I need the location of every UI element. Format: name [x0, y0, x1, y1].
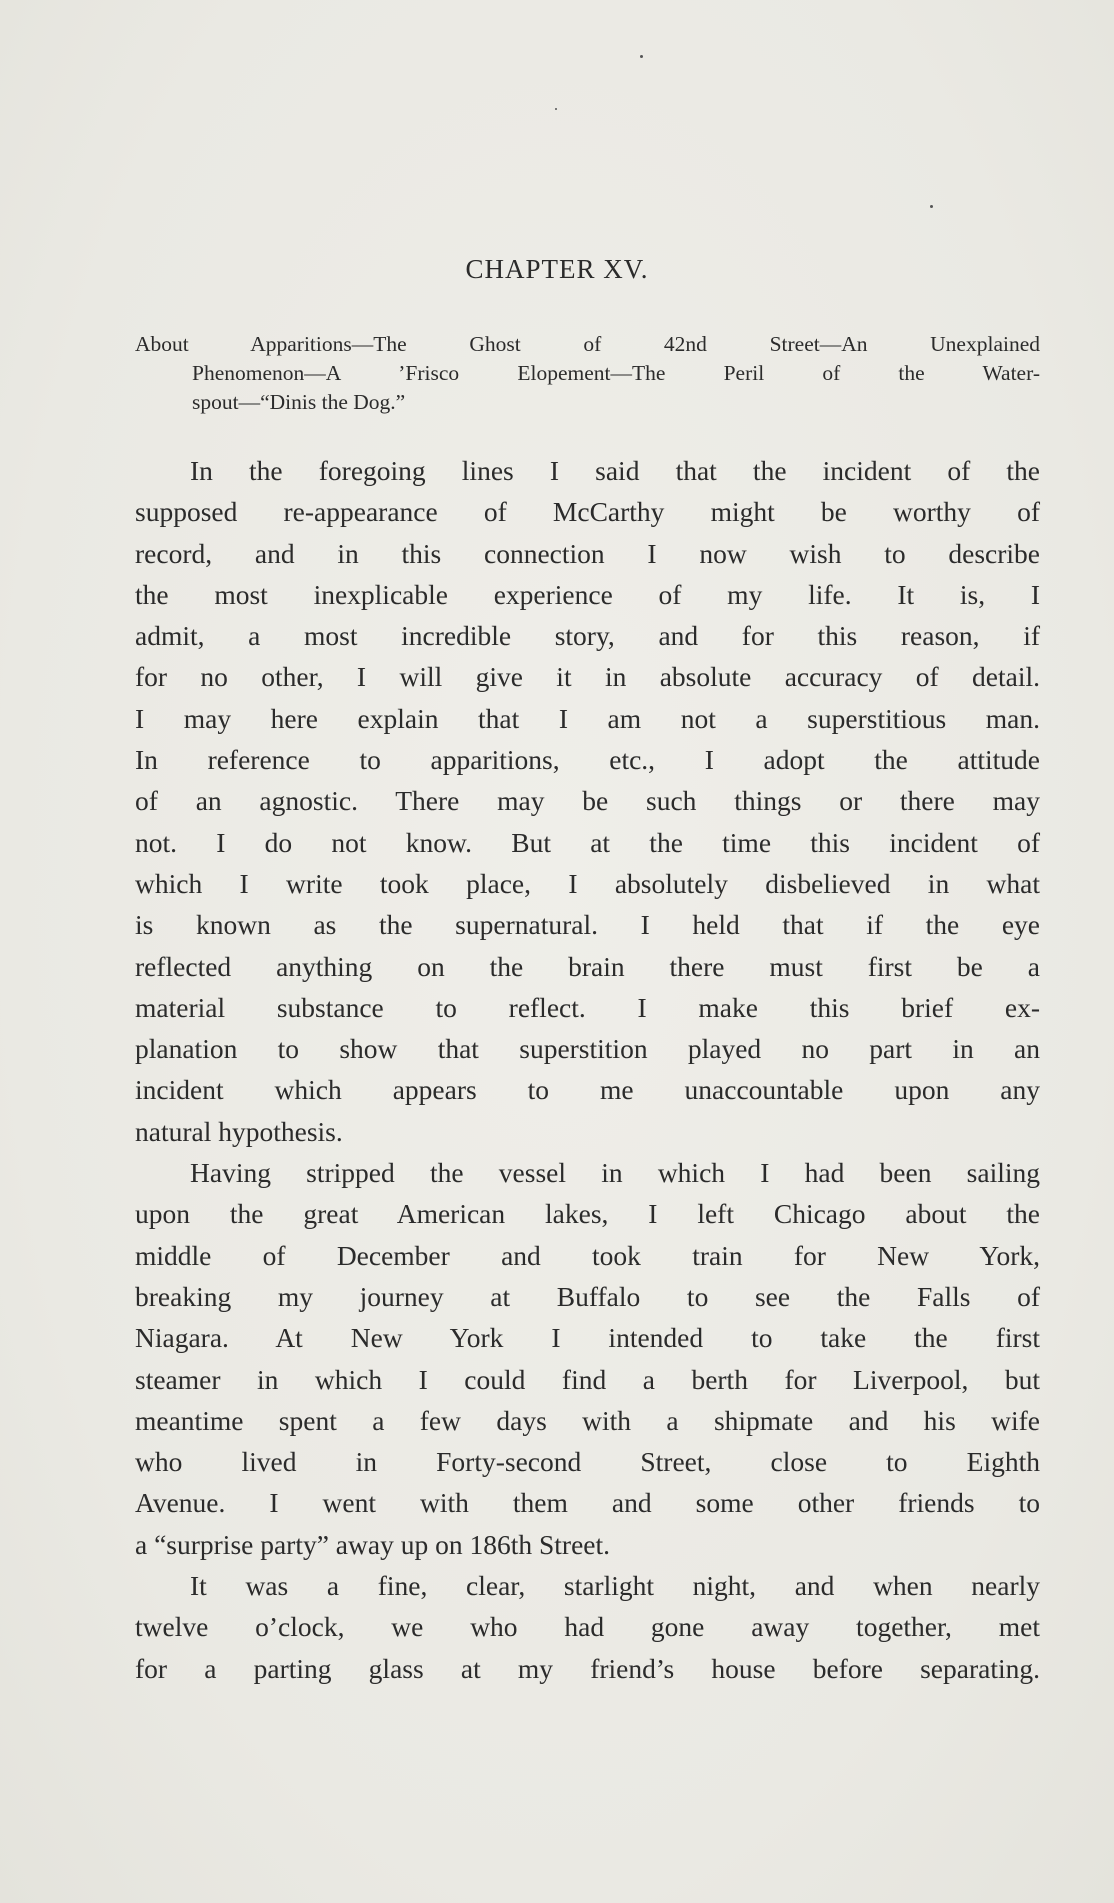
text-line: twelve o’clock, we who had gone away together, met [135, 1611, 1040, 1643]
paper-speck [930, 205, 933, 208]
text-line: Avenue. I went with them and some other friends to [135, 1487, 1040, 1519]
text-line: record, and in this connection I now wish to describe [135, 537, 1040, 569]
text-line: Niagara. At New York I intended to take the first [135, 1322, 1040, 1354]
text-line: It was a fine, clear, starlight night, and when nearly [190, 1570, 1040, 1602]
text-line: breaking my journey at Buffalo to see the Falls of [135, 1280, 1040, 1312]
text-line: In reference to apparitions, etc., I adopt the attitude [135, 744, 1040, 776]
summary-line: spout—“Dinis the Dog.” [192, 390, 406, 414]
text-line: steamer in which I could find a berth for Liverpool, but [135, 1363, 1040, 1395]
chapter-summary [135, 330, 1040, 417]
text-line: Having stripped the vessel in which I had been sailing [190, 1157, 1040, 1189]
paper-speck [555, 108, 557, 110]
paper-speck [640, 55, 643, 58]
text-line: I may here explain that I am not a superstitious man. [135, 702, 1040, 734]
text-line: is known as the supernatural. I held that if the eye [135, 909, 1040, 941]
text-line: for no other, I will give it in absolute accuracy of detail. [135, 661, 1040, 693]
text-line: supposed re-appearance of McCarthy might be worthy of [135, 496, 1040, 528]
text-line: admit, a most incredible story, and for this reason, if [135, 620, 1040, 652]
text-line: incident which appears to me unaccountable upon any [135, 1074, 1040, 1106]
summary-line: Phenomenon—A ’Frisco Elopement—The Peril of the Water- [192, 361, 1040, 385]
text-line: who lived in Forty-second Street, close to Eighth [135, 1446, 1040, 1478]
summary-line: About Apparitions—The Ghost of 42nd Street—An Unexplained [135, 332, 1040, 356]
text-line: a “surprise party” away up on 186th Street. [135, 1528, 610, 1560]
text-line: for a parting glass at my friend’s house before separating. [135, 1652, 1040, 1684]
paragraph [135, 1565, 1040, 1689]
text-line: natural hypothesis. [135, 1115, 343, 1147]
text-line: planation to show that superstition played no part in an [135, 1033, 1040, 1065]
paragraph [135, 1152, 1040, 1565]
paragraph [135, 450, 1040, 1152]
chapter-body [135, 450, 1040, 1689]
text-line: which I write took place, I absolutely disbelieved in what [135, 867, 1040, 899]
text-line: material substance to reflect. I make this brief ex- [135, 991, 1040, 1023]
chapter-title: CHAPTER XV. [465, 254, 649, 284]
text-line: of an agnostic. There may be such things or there may [135, 785, 1040, 817]
text-line: the most inexplicable experience of my life. It is, I [135, 578, 1040, 610]
text-line: upon the great American lakes, I left Chicago about the [135, 1198, 1040, 1230]
text-line: middle of December and took train for New York, [135, 1239, 1040, 1271]
text-line: reflected anything on the brain there must first be a [135, 950, 1040, 982]
text-line: In the foregoing lines I said that the incident of the [190, 455, 1040, 486]
text-line: meantime spent a few days with a shipmate and his wife [135, 1404, 1040, 1436]
text-line: not. I do not know. But at the time this incident of [135, 826, 1040, 858]
